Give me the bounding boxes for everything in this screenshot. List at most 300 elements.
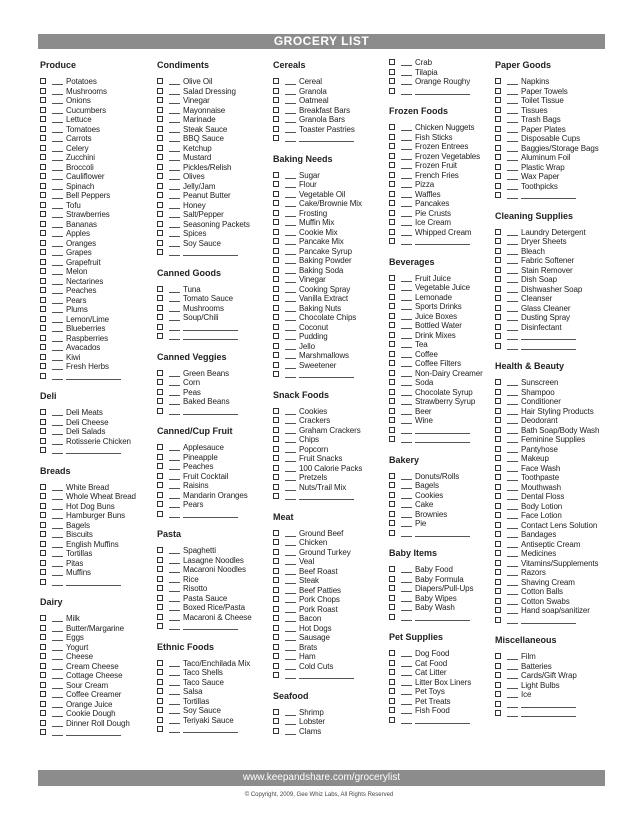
quantity-blank[interactable]	[401, 610, 412, 611]
item-checkbox[interactable]	[495, 126, 501, 132]
quantity-blank[interactable]	[169, 479, 180, 480]
item-checkbox[interactable]	[389, 284, 395, 290]
item-checkbox[interactable]	[40, 419, 46, 425]
quantity-blank[interactable]	[285, 442, 296, 443]
item-checkbox[interactable]	[157, 221, 163, 227]
quantity-blank[interactable]	[285, 564, 296, 565]
item-checkbox[interactable]	[389, 143, 395, 149]
item-checkbox[interactable]	[40, 373, 46, 379]
quantity-blank[interactable]	[285, 339, 296, 340]
quantity-blank[interactable]	[401, 347, 412, 348]
item-checkbox[interactable]	[40, 287, 46, 293]
item-checkbox[interactable]	[495, 550, 501, 556]
quantity-blank[interactable]	[401, 235, 412, 236]
item-checkbox[interactable]	[157, 557, 163, 563]
item-checkbox[interactable]	[389, 398, 395, 404]
item-checkbox[interactable]	[495, 173, 501, 179]
item-checkbox[interactable]	[495, 701, 501, 707]
item-checkbox[interactable]	[273, 455, 279, 461]
quantity-blank[interactable]	[52, 716, 63, 717]
item-checkbox[interactable]	[273, 549, 279, 555]
item-checkbox[interactable]	[495, 116, 501, 122]
item-checkbox[interactable]	[273, 295, 279, 301]
item-checkbox[interactable]	[157, 154, 163, 160]
quantity-blank[interactable]	[52, 293, 63, 294]
item-checkbox[interactable]	[389, 511, 395, 517]
quantity-blank[interactable]	[507, 113, 518, 114]
item-checkbox[interactable]	[40, 503, 46, 509]
quantity-blank[interactable]	[285, 621, 296, 622]
item-checkbox[interactable]	[273, 257, 279, 263]
quantity-blank[interactable]	[169, 450, 180, 451]
quantity-blank[interactable]	[169, 488, 180, 489]
item-checkbox[interactable]	[273, 728, 279, 734]
item-checkbox[interactable]	[389, 172, 395, 178]
item-checkbox[interactable]	[157, 669, 163, 675]
footer-url[interactable]: www.keepandshare.com/grocerylist	[38, 770, 605, 786]
quantity-blank[interactable]	[507, 688, 518, 689]
item-checkbox[interactable]	[273, 126, 279, 132]
quantity-blank[interactable]	[401, 178, 412, 179]
item-checkbox[interactable]	[389, 717, 395, 723]
quantity-blank[interactable]	[52, 379, 63, 380]
item-checkbox[interactable]	[273, 238, 279, 244]
item-checkbox[interactable]	[40, 126, 46, 132]
quantity-blank[interactable]	[507, 528, 518, 529]
quantity-blank[interactable]	[285, 480, 296, 481]
quantity-blank[interactable]	[401, 187, 412, 188]
quantity-blank[interactable]	[507, 263, 518, 264]
item-checkbox[interactable]	[495, 238, 501, 244]
quantity-blank[interactable]	[507, 566, 518, 567]
item-checkbox[interactable]	[40, 240, 46, 246]
quantity-blank[interactable]	[169, 330, 180, 331]
item-checkbox[interactable]	[273, 267, 279, 273]
quantity-blank[interactable]	[507, 537, 518, 538]
item-checkbox[interactable]	[389, 341, 395, 347]
item-checkbox[interactable]	[495, 295, 501, 301]
item-checkbox[interactable]	[273, 210, 279, 216]
quantity-blank[interactable]	[169, 685, 180, 686]
item-checkbox[interactable]	[273, 493, 279, 499]
item-checkbox[interactable]	[495, 710, 501, 716]
quantity-blank[interactable]	[285, 545, 296, 546]
quantity-blank[interactable]	[52, 284, 63, 285]
item-checkbox[interactable]	[157, 333, 163, 339]
item-checkbox[interactable]	[389, 679, 395, 685]
quantity-blank[interactable]	[401, 526, 412, 527]
item-checkbox[interactable]	[495, 465, 501, 471]
quantity-blank[interactable]	[507, 613, 518, 614]
quantity-blank[interactable]	[169, 292, 180, 293]
item-checkbox[interactable]	[273, 191, 279, 197]
item-checkbox[interactable]	[389, 698, 395, 704]
item-checkbox[interactable]	[389, 200, 395, 206]
item-checkbox[interactable]	[273, 181, 279, 187]
item-checkbox[interactable]	[40, 701, 46, 707]
quantity-blank[interactable]	[169, 179, 180, 180]
item-checkbox[interactable]	[40, 107, 46, 113]
item-checkbox[interactable]	[389, 688, 395, 694]
item-checkbox[interactable]	[273, 97, 279, 103]
item-checkbox[interactable]	[157, 511, 163, 517]
quantity-blank[interactable]	[507, 414, 518, 415]
item-checkbox[interactable]	[273, 484, 279, 490]
item-checkbox[interactable]	[273, 276, 279, 282]
quantity-blank[interactable]	[285, 349, 296, 350]
item-checkbox[interactable]	[273, 625, 279, 631]
quantity-blank[interactable]	[285, 132, 296, 133]
quantity-blank[interactable]	[169, 208, 180, 209]
item-checkbox[interactable]	[389, 59, 395, 65]
quantity-blank[interactable]	[52, 640, 63, 641]
item-checkbox[interactable]	[389, 210, 395, 216]
item-checkbox[interactable]	[495, 560, 501, 566]
quantity-blank[interactable]	[169, 507, 180, 508]
item-checkbox[interactable]	[273, 333, 279, 339]
quantity-blank[interactable]	[285, 555, 296, 556]
item-checkbox[interactable]	[389, 595, 395, 601]
quantity-blank[interactable]	[507, 471, 518, 472]
quantity-blank[interactable]	[401, 488, 412, 489]
item-checkbox[interactable]	[40, 579, 46, 585]
quantity-blank[interactable]	[507, 385, 518, 386]
item-checkbox[interactable]	[495, 192, 501, 198]
item-checkbox[interactable]	[40, 116, 46, 122]
item-checkbox[interactable]	[40, 97, 46, 103]
quantity-blank[interactable]	[401, 442, 412, 443]
quantity-blank[interactable]	[285, 225, 296, 226]
quantity-blank[interactable]	[285, 452, 296, 453]
quantity-blank[interactable]	[169, 610, 180, 611]
item-checkbox[interactable]	[273, 417, 279, 423]
item-checkbox[interactable]	[157, 623, 163, 629]
item-checkbox[interactable]	[273, 615, 279, 621]
quantity-blank[interactable]	[401, 404, 412, 405]
item-checkbox[interactable]	[273, 709, 279, 715]
quantity-blank[interactable]	[507, 604, 518, 605]
quantity-blank[interactable]	[52, 331, 63, 332]
quantity-blank[interactable]	[507, 320, 518, 321]
item-checkbox[interactable]	[40, 663, 46, 669]
quantity-blank[interactable]	[401, 65, 412, 66]
quantity-blank[interactable]	[285, 141, 296, 142]
item-checkbox[interactable]	[273, 352, 279, 358]
quantity-blank[interactable]	[169, 723, 180, 724]
item-checkbox[interactable]	[495, 672, 501, 678]
quantity-blank[interactable]	[52, 518, 63, 519]
item-checkbox[interactable]	[273, 172, 279, 178]
quantity-blank[interactable]	[52, 415, 63, 416]
quantity-blank[interactable]	[52, 170, 63, 171]
item-checkbox[interactable]	[495, 682, 501, 688]
quantity-blank[interactable]	[52, 575, 63, 576]
item-checkbox[interactable]	[273, 465, 279, 471]
quantity-blank[interactable]	[401, 319, 412, 320]
quantity-blank[interactable]	[285, 330, 296, 331]
quantity-blank[interactable]	[401, 656, 412, 657]
item-checkbox[interactable]	[389, 134, 395, 140]
quantity-blank[interactable]	[507, 594, 518, 595]
item-checkbox[interactable]	[157, 211, 163, 217]
item-checkbox[interactable]	[389, 436, 395, 442]
item-checkbox[interactable]	[157, 595, 163, 601]
item-checkbox[interactable]	[157, 202, 163, 208]
item-checkbox[interactable]	[495, 333, 501, 339]
item-checkbox[interactable]	[40, 363, 46, 369]
item-checkbox[interactable]	[495, 314, 501, 320]
item-checkbox[interactable]	[495, 276, 501, 282]
quantity-blank[interactable]	[285, 282, 296, 283]
quantity-blank[interactable]	[285, 678, 296, 679]
quantity-blank[interactable]	[52, 490, 63, 491]
quantity-blank[interactable]	[507, 273, 518, 274]
item-checkbox[interactable]	[495, 135, 501, 141]
item-checkbox[interactable]	[157, 192, 163, 198]
quantity-blank[interactable]	[401, 414, 412, 415]
item-checkbox[interactable]	[40, 531, 46, 537]
quantity-blank[interactable]	[169, 469, 180, 470]
quantity-blank[interactable]	[507, 716, 518, 717]
quantity-blank[interactable]	[52, 528, 63, 529]
quantity-blank[interactable]	[401, 591, 412, 592]
quantity-blank[interactable]	[401, 704, 412, 705]
item-checkbox[interactable]	[40, 145, 46, 151]
item-checkbox[interactable]	[273, 248, 279, 254]
quantity-blank[interactable]	[285, 292, 296, 293]
item-checkbox[interactable]	[389, 650, 395, 656]
item-checkbox[interactable]	[273, 596, 279, 602]
quantity-blank[interactable]	[401, 479, 412, 480]
quantity-blank[interactable]	[169, 311, 180, 312]
quantity-blank[interactable]	[285, 461, 296, 462]
quantity-blank[interactable]	[401, 159, 412, 160]
item-checkbox[interactable]	[157, 585, 163, 591]
item-checkbox[interactable]	[389, 604, 395, 610]
item-checkbox[interactable]	[495, 107, 501, 113]
quantity-blank[interactable]	[401, 385, 412, 386]
quantity-blank[interactable]	[401, 675, 412, 676]
item-checkbox[interactable]	[495, 257, 501, 263]
item-checkbox[interactable]	[40, 135, 46, 141]
quantity-blank[interactable]	[285, 273, 296, 274]
quantity-blank[interactable]	[285, 433, 296, 434]
quantity-blank[interactable]	[52, 94, 63, 95]
quantity-blank[interactable]	[507, 349, 518, 350]
item-checkbox[interactable]	[40, 729, 46, 735]
quantity-blank[interactable]	[169, 572, 180, 573]
quantity-blank[interactable]	[285, 84, 296, 85]
item-checkbox[interactable]	[389, 585, 395, 591]
quantity-blank[interactable]	[401, 536, 412, 537]
item-checkbox[interactable]	[495, 78, 501, 84]
item-checkbox[interactable]	[157, 614, 163, 620]
quantity-blank[interactable]	[169, 404, 180, 405]
quantity-blank[interactable]	[285, 490, 296, 491]
item-checkbox[interactable]	[495, 522, 501, 528]
quantity-blank[interactable]	[401, 290, 412, 291]
item-checkbox[interactable]	[389, 153, 395, 159]
item-checkbox[interactable]	[389, 379, 395, 385]
item-checkbox[interactable]	[273, 408, 279, 414]
quantity-blank[interactable]	[401, 225, 412, 226]
quantity-blank[interactable]	[507, 423, 518, 424]
item-checkbox[interactable]	[495, 531, 501, 537]
quantity-blank[interactable]	[401, 685, 412, 686]
quantity-blank[interactable]	[52, 208, 63, 209]
item-checkbox[interactable]	[389, 669, 395, 675]
quantity-blank[interactable]	[507, 94, 518, 95]
quantity-blank[interactable]	[401, 197, 412, 198]
quantity-blank[interactable]	[507, 292, 518, 293]
item-checkbox[interactable]	[389, 162, 395, 168]
quantity-blank[interactable]	[52, 122, 63, 123]
item-checkbox[interactable]	[495, 653, 501, 659]
quantity-blank[interactable]	[507, 556, 518, 557]
item-checkbox[interactable]	[273, 135, 279, 141]
quantity-blank[interactable]	[507, 339, 518, 340]
item-checkbox[interactable]	[273, 644, 279, 650]
quantity-blank[interactable]	[507, 575, 518, 576]
quantity-blank[interactable]	[169, 732, 180, 733]
item-checkbox[interactable]	[389, 275, 395, 281]
item-checkbox[interactable]	[157, 473, 163, 479]
quantity-blank[interactable]	[52, 566, 63, 567]
item-checkbox[interactable]	[40, 653, 46, 659]
item-checkbox[interactable]	[40, 211, 46, 217]
quantity-blank[interactable]	[52, 434, 63, 435]
item-checkbox[interactable]	[273, 634, 279, 640]
item-checkbox[interactable]	[157, 454, 163, 460]
item-checkbox[interactable]	[157, 107, 163, 113]
quantity-blank[interactable]	[52, 444, 63, 445]
item-checkbox[interactable]	[273, 653, 279, 659]
item-checkbox[interactable]	[157, 249, 163, 255]
quantity-blank[interactable]	[52, 179, 63, 180]
quantity-blank[interactable]	[401, 244, 412, 245]
item-checkbox[interactable]	[157, 547, 163, 553]
quantity-blank[interactable]	[169, 122, 180, 123]
item-checkbox[interactable]	[40, 691, 46, 697]
quantity-blank[interactable]	[401, 601, 412, 602]
item-checkbox[interactable]	[40, 672, 46, 678]
quantity-blank[interactable]	[285, 320, 296, 321]
item-checkbox[interactable]	[157, 679, 163, 685]
item-checkbox[interactable]	[273, 314, 279, 320]
quantity-blank[interactable]	[507, 132, 518, 133]
quantity-blank[interactable]	[285, 414, 296, 415]
item-checkbox[interactable]	[495, 324, 501, 330]
quantity-blank[interactable]	[401, 328, 412, 329]
quantity-blank[interactable]	[507, 678, 518, 679]
item-checkbox[interactable]	[273, 427, 279, 433]
item-checkbox[interactable]	[40, 297, 46, 303]
quantity-blank[interactable]	[52, 735, 63, 736]
quantity-blank[interactable]	[285, 368, 296, 369]
quantity-blank[interactable]	[169, 601, 180, 602]
quantity-blank[interactable]	[507, 499, 518, 500]
quantity-blank[interactable]	[507, 623, 518, 624]
item-checkbox[interactable]	[273, 305, 279, 311]
quantity-blank[interactable]	[285, 593, 296, 594]
quantity-blank[interactable]	[52, 341, 63, 342]
item-checkbox[interactable]	[273, 362, 279, 368]
quantity-blank[interactable]	[169, 582, 180, 583]
quantity-blank[interactable]	[401, 338, 412, 339]
item-checkbox[interactable]	[389, 303, 395, 309]
quantity-blank[interactable]	[52, 537, 63, 538]
quantity-blank[interactable]	[507, 311, 518, 312]
item-checkbox[interactable]	[157, 688, 163, 694]
quantity-blank[interactable]	[401, 140, 412, 141]
quantity-blank[interactable]	[52, 369, 63, 370]
quantity-blank[interactable]	[52, 659, 63, 660]
item-checkbox[interactable]	[40, 550, 46, 556]
item-checkbox[interactable]	[273, 88, 279, 94]
item-checkbox[interactable]	[157, 183, 163, 189]
quantity-blank[interactable]	[285, 254, 296, 255]
item-checkbox[interactable]	[273, 446, 279, 452]
item-checkbox[interactable]	[40, 202, 46, 208]
item-checkbox[interactable]	[495, 154, 501, 160]
quantity-blank[interactable]	[52, 726, 63, 727]
quantity-blank[interactable]	[52, 688, 63, 689]
quantity-blank[interactable]	[285, 311, 296, 312]
quantity-blank[interactable]	[169, 301, 180, 302]
quantity-blank[interactable]	[401, 216, 412, 217]
item-checkbox[interactable]	[40, 560, 46, 566]
item-checkbox[interactable]	[389, 408, 395, 414]
quantity-blank[interactable]	[169, 103, 180, 104]
item-checkbox[interactable]	[273, 200, 279, 206]
item-checkbox[interactable]	[157, 164, 163, 170]
quantity-blank[interactable]	[507, 452, 518, 453]
quantity-blank[interactable]	[169, 414, 180, 415]
quantity-blank[interactable]	[507, 179, 518, 180]
item-checkbox[interactable]	[273, 78, 279, 84]
quantity-blank[interactable]	[401, 75, 412, 76]
quantity-blank[interactable]	[285, 650, 296, 651]
item-checkbox[interactable]	[389, 124, 395, 130]
quantity-blank[interactable]	[507, 189, 518, 190]
item-checkbox[interactable]	[157, 576, 163, 582]
quantity-blank[interactable]	[507, 707, 518, 708]
quantity-blank[interactable]	[507, 170, 518, 171]
item-checkbox[interactable]	[40, 325, 46, 331]
item-checkbox[interactable]	[40, 541, 46, 547]
item-checkbox[interactable]	[40, 230, 46, 236]
item-checkbox[interactable]	[40, 409, 46, 415]
quantity-blank[interactable]	[507, 404, 518, 405]
quantity-blank[interactable]	[285, 669, 296, 670]
item-checkbox[interactable]	[40, 512, 46, 518]
item-checkbox[interactable]	[273, 663, 279, 669]
quantity-blank[interactable]	[52, 322, 63, 323]
quantity-blank[interactable]	[52, 103, 63, 104]
item-checkbox[interactable]	[273, 558, 279, 564]
item-checkbox[interactable]	[40, 634, 46, 640]
quantity-blank[interactable]	[401, 694, 412, 695]
quantity-blank[interactable]	[285, 178, 296, 179]
item-checkbox[interactable]	[273, 672, 279, 678]
item-checkbox[interactable]	[40, 682, 46, 688]
quantity-blank[interactable]	[285, 659, 296, 660]
quantity-blank[interactable]	[285, 724, 296, 725]
quantity-blank[interactable]	[169, 620, 180, 621]
quantity-blank[interactable]	[52, 84, 63, 85]
quantity-blank[interactable]	[169, 255, 180, 256]
quantity-blank[interactable]	[285, 206, 296, 207]
